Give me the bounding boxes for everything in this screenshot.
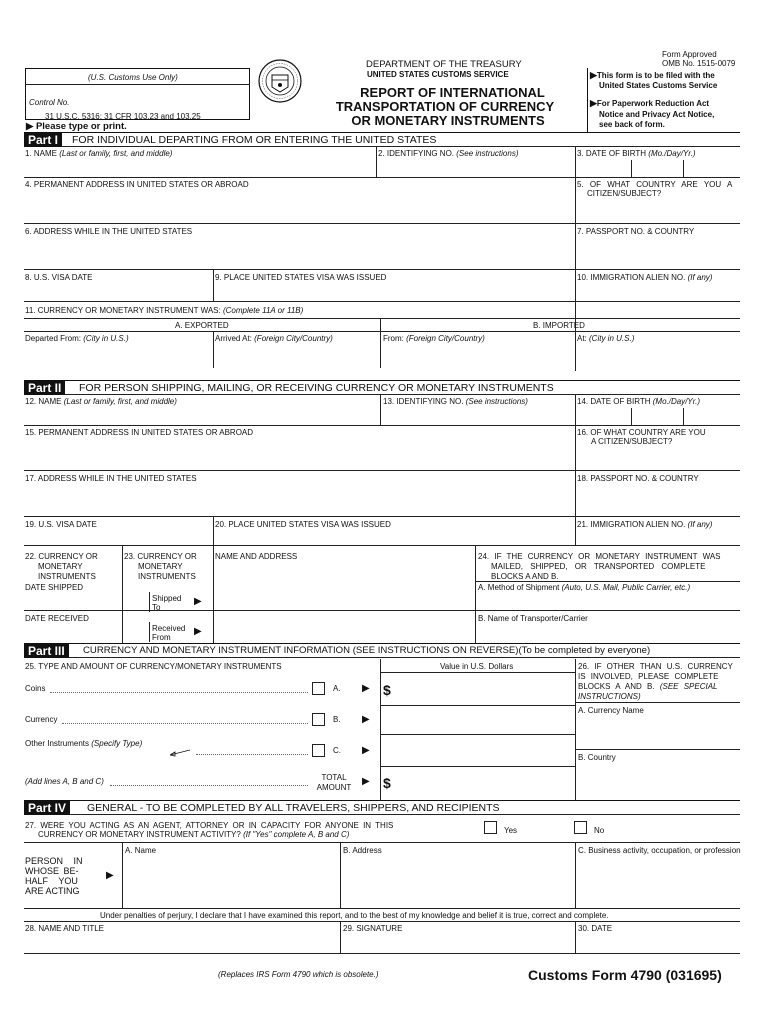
shipped-arrow-icon: ▶	[194, 596, 202, 607]
specify-arrow-icon	[170, 744, 192, 762]
agent-no-checkbox[interactable]	[574, 821, 587, 834]
yes-label: Yes	[504, 826, 518, 835]
part3-label: Part III	[24, 644, 69, 658]
authority-citation: 31 U.S.C. 5316; 31 CFR 103.23 and 103.25	[45, 112, 201, 121]
coins-checkbox[interactable]	[312, 682, 325, 695]
field-15-permanent-address[interactable]: 15. PERMANENT ADDRESS IN UNITED STATES OR ABROAD	[25, 428, 254, 437]
replaces-note: (Replaces IRS Form 4790 which is obsolete.)	[218, 970, 379, 979]
pointer-arrow-icon: ▶	[590, 98, 597, 108]
part2-label: Part II	[24, 381, 65, 395]
customs-use-label: (U.S. Customs Use Only)	[88, 73, 178, 82]
part4-label: Part IV	[24, 801, 70, 815]
country-field[interactable]: B. Country	[578, 753, 616, 762]
part1-label: Part I	[24, 133, 62, 147]
add-lines-label: (Add lines A, B and C)	[25, 777, 104, 786]
field-14-date-of-birth[interactable]: 14. DATE OF BIRTH (Mo./Day/Yr.)	[577, 397, 700, 406]
field-16-citizenship[interactable]: 16. OF WHAT COUNTRY ARE YOU	[577, 428, 706, 437]
field-26-instructions: 26. IF OTHER THAN U.S. CURRENCY	[578, 662, 733, 671]
form-title-line2: TRANSPORTATION OF CURRENCY	[335, 99, 555, 114]
field-10-alien-no[interactable]: 10. IMMIGRATION ALIEN NO. (If any)	[577, 273, 713, 282]
field-8-visa-date[interactable]: 8. U.S. VISA DATE	[25, 273, 93, 282]
from-field[interactable]: From: (Foreign City/Country)	[383, 334, 485, 343]
field-18-passport[interactable]: 18. PASSPORT NO. & COUNTRY	[577, 474, 699, 483]
currency-label: Currency	[25, 715, 58, 724]
part2-title: FOR PERSON SHIPPING, MAILING, OR RECEIVING CURRENCY OR MONETARY INSTRUMENTS	[79, 382, 554, 394]
received-arrow-icon: ▶	[194, 626, 202, 637]
field-7-passport[interactable]: 7. PASSPORT NO. & COUNTRY	[577, 227, 695, 236]
principal-business-field[interactable]: C. Business activity, occupation, or profession	[578, 846, 741, 855]
field-28-name-title[interactable]: 28. NAME AND TITLE	[25, 924, 104, 933]
form-title-line3: OR MONETARY INSTRUMENTS	[351, 113, 545, 128]
perjury-statement: Under penalties of perjury, I declare that I have examined this report, and to the best of my knowledge and belief it is true, correct and complete.	[100, 911, 609, 920]
treasury-seal-icon	[258, 59, 302, 103]
field-3-date-of-birth[interactable]: 3. DATE OF BIRTH (Mo./Day/Yr.)	[577, 149, 696, 158]
type-or-print: ▶ Please type or print.	[26, 121, 127, 132]
imported-label: B. IMPORTED	[533, 321, 585, 330]
received-from-label: Received	[152, 624, 186, 633]
person-acting-arrow-icon: ▶	[106, 870, 114, 881]
form-approved: Form Approved	[662, 50, 717, 59]
date-received-field[interactable]: DATE RECEIVED	[25, 614, 89, 623]
filing-note: ▶This form is to be filed with the	[590, 70, 715, 80]
field-19-visa-date[interactable]: 19. U.S. VISA DATE	[25, 520, 97, 529]
part4-header	[24, 800, 740, 815]
field-12-name[interactable]: 12. NAME (Last or family, first, and middle)	[25, 397, 177, 406]
field-23-label: 23. CURRENCY OR	[124, 552, 197, 561]
field-6-us-address[interactable]: 6. ADDRESS WHILE IN THE UNITED STATES	[25, 227, 193, 236]
departed-from-field[interactable]: Departed From: (City in U.S.)	[25, 334, 129, 343]
pointer-arrow-icon: ▶	[26, 121, 34, 132]
field-1-name[interactable]: 1. NAME (Last or family, first, and middle)	[25, 149, 173, 158]
agent-yes-checkbox[interactable]	[484, 821, 497, 834]
field-4-permanent-address[interactable]: 4. PERMANENT ADDRESS IN UNITED STATES OR ABROAD	[25, 180, 249, 189]
value-usd-label: Value in U.S. Dollars	[440, 662, 514, 671]
currency-arrow-icon: ▶	[362, 714, 370, 725]
method-of-shipment-field[interactable]: A. Method of Shipment (Auto, U.S. Mail, Public Carrier, etc.)	[478, 583, 691, 592]
field-20-visa-place[interactable]: 20. PLACE UNITED STATES VISA WAS ISSUED	[215, 520, 391, 529]
total-amount-label: TOTAL	[321, 773, 347, 782]
part1-title: FOR INDIVIDUAL DEPARTING FROM OR ENTERING THE UNITED STATES	[72, 134, 437, 146]
field-22-label: 22. CURRENCY OR	[25, 552, 98, 561]
no-label: No	[594, 826, 605, 835]
total-arrow-icon: ▶	[362, 776, 370, 787]
field-25-label: 25. TYPE AND AMOUNT OF CURRENCY/MONETARY INSTRUMENTS	[25, 662, 282, 671]
field-5-citizenship[interactable]: 5. OF WHAT COUNTRY ARE YOU A	[577, 180, 733, 189]
coins-arrow-icon: ▶	[362, 683, 370, 694]
other-arrow-icon: ▶	[362, 745, 370, 756]
service-name: UNITED STATES CUSTOMS SERVICE	[367, 70, 509, 79]
part3-title: CURRENCY AND MONETARY INSTRUMENT INFORMATION (SEE INSTRUCTIONS ON REVERSE)(To be completed by everyone)	[83, 645, 651, 656]
part4-title: GENERAL - TO BE COMPLETED BY ALL TRAVELERS, SHIPPERS, AND RECIPIENTS	[87, 802, 500, 814]
date-shipped-field[interactable]: DATE SHIPPED	[25, 583, 84, 592]
form-number: Customs Form 4790 (031695)	[528, 967, 722, 983]
pointer-arrow-icon: ▶	[590, 70, 597, 80]
shipped-to-label: Shipped	[152, 594, 182, 603]
part1-header	[24, 132, 740, 147]
field-2-identifying-no[interactable]: 2. IDENTIFYING NO. (See instructions)	[378, 149, 519, 158]
field-29-signature[interactable]: 29. SIGNATURE	[343, 924, 403, 933]
principal-name-field[interactable]: A. Name	[125, 846, 157, 855]
part3-header	[24, 643, 740, 658]
shipper-name-address-field[interactable]: NAME AND ADDRESS	[215, 552, 298, 561]
person-acting-label: PERSON IN	[25, 856, 83, 866]
field-27-question: 27. WERE YOU ACTING AS AN AGENT, ATTORNEY OR IN CAPACITY FOR ANYONE IN THIS	[25, 821, 394, 830]
form-title-line1: REPORT OF INTERNATIONAL	[360, 85, 545, 100]
part2-header	[24, 380, 740, 395]
omb-number: OMB No. 1515-0079	[662, 59, 736, 68]
total-dollar-field[interactable]: $	[383, 775, 391, 791]
control-no-label: Control No.	[29, 98, 70, 107]
field-9-visa-place[interactable]: 9. PLACE UNITED STATES VISA WAS ISSUED	[215, 273, 387, 282]
principal-address-field[interactable]: B. Address	[343, 846, 382, 855]
other-instruments-checkbox[interactable]	[312, 744, 325, 757]
other-instruments-label: Other Instruments (Specify Type)	[25, 739, 143, 748]
currency-checkbox[interactable]	[312, 713, 325, 726]
field-13-identifying-no[interactable]: 13. IDENTIFYING NO. (See instructions)	[383, 397, 528, 406]
field-30-date[interactable]: 30. DATE	[578, 924, 613, 933]
paperwork-note: ▶For Paperwork Reduction Act	[590, 98, 710, 108]
department-name: DEPARTMENT OF THE TREASURY	[366, 59, 522, 70]
at-field[interactable]: At: (City in U.S.)	[577, 334, 635, 343]
field-21-alien-no[interactable]: 21. IMMIGRATION ALIEN NO. (If any)	[577, 520, 713, 529]
currency-name-field[interactable]: A. Currency Name	[578, 706, 644, 715]
arrived-at-field[interactable]: Arrived At: (Foreign City/Country)	[215, 334, 333, 343]
field-11-direction: 11. CURRENCY OR MONETARY INSTRUMENT WAS: (Complete 11A or 11B)	[25, 306, 304, 315]
coins-dollar-field[interactable]: $	[383, 682, 391, 698]
exported-label: A. EXPORTED	[175, 321, 229, 330]
coins-label: Coins	[25, 684, 46, 693]
field-24-instructions: 24. IF THE CURRENCY OR MONETARY INSTRUMENT WAS	[478, 552, 721, 561]
field-17-us-address[interactable]: 17. ADDRESS WHILE IN THE UNITED STATES	[25, 474, 197, 483]
transporter-name-field[interactable]: B. Name of Transporter/Carrier	[478, 614, 588, 623]
